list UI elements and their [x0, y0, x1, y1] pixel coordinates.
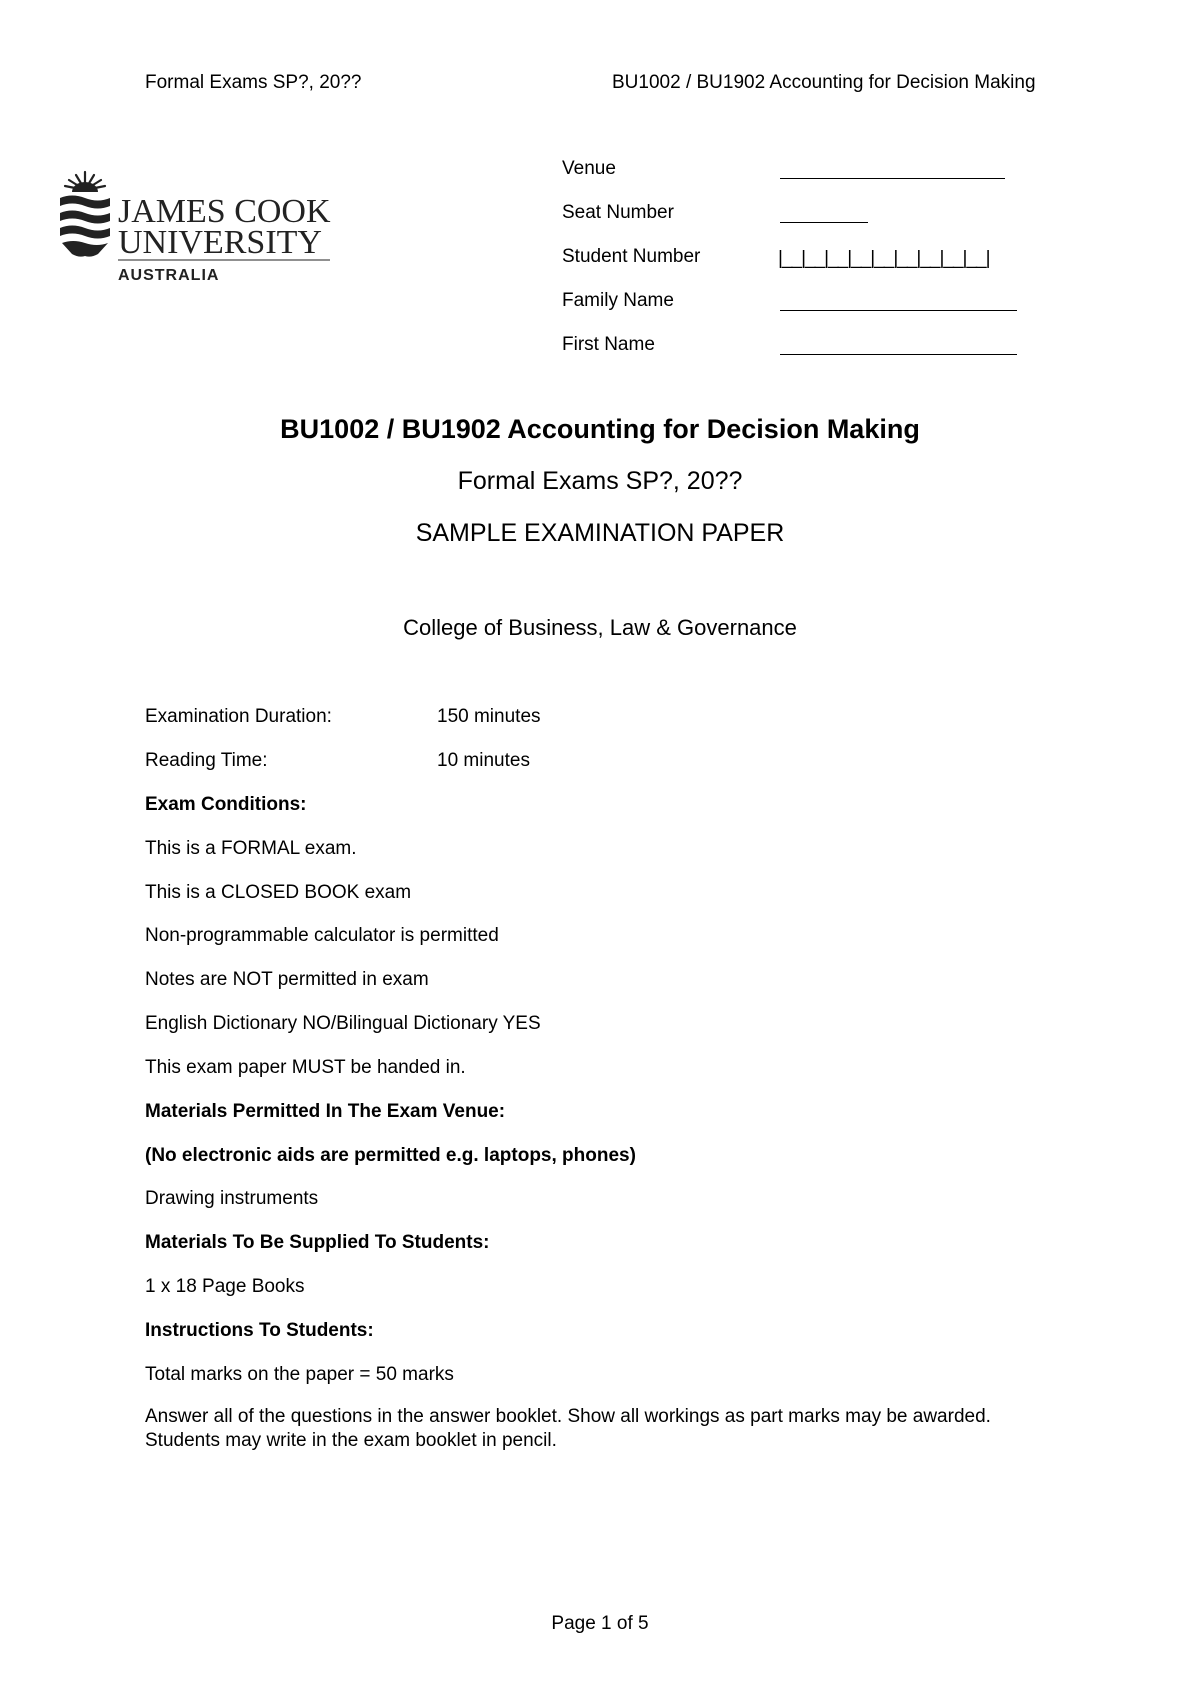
electronic-aids-note: (No electronic aids are permitted e.g. laptops, phones)	[145, 1145, 636, 1166]
college-name: College of Business, Law & Governance	[403, 615, 797, 640]
reading-time-value: 10 minutes	[437, 750, 530, 771]
course-title: BU1002 / BU1902 Accounting for Decision Making	[280, 414, 920, 444]
total-marks: Total marks on the paper = 50 marks	[145, 1364, 454, 1385]
condition-item: This is a CLOSED BOOK exam	[145, 882, 412, 903]
seat-number-label: Seat Number	[562, 202, 674, 223]
reading-time-label: Reading Time:	[145, 750, 268, 771]
instructions-line-2: Students may write in the exam booklet in pencil.	[145, 1430, 557, 1451]
first-name-label: First Name	[562, 334, 655, 355]
condition-item: Notes are NOT permitted in exam	[145, 969, 429, 990]
supplied-item: 1 x 18 Page Books	[145, 1276, 305, 1297]
condition-item: This exam paper MUST be handed in.	[145, 1057, 466, 1078]
exam-conditions-heading: Exam Conditions:	[145, 794, 307, 815]
condition-item: Non-programmable calculator is permitted	[145, 925, 499, 946]
running-header-right: BU1002 / BU1902 Accounting for Decision Making	[612, 72, 1036, 93]
first-name-field[interactable]	[780, 354, 1017, 355]
logo-line2: UNIVERSITY	[118, 224, 322, 261]
duration-value: 150 minutes	[437, 706, 541, 727]
duration-label: Examination Duration:	[145, 706, 332, 727]
materials-permitted-heading: Materials Permitted In The Exam Venue:	[145, 1101, 506, 1122]
instructions-heading: Instructions To Students:	[145, 1320, 374, 1341]
paper-type: SAMPLE EXAMINATION PAPER	[415, 519, 785, 547]
seat-number-field[interactable]	[780, 222, 868, 223]
running-header-left: Formal Exams SP?, 20??	[145, 72, 362, 93]
student-number-label: Student Number	[562, 246, 701, 267]
logo-line3: AUSTRALIA	[118, 267, 220, 284]
condition-item: English Dictionary NO/Bilingual Dictionary YES	[145, 1013, 541, 1034]
instructions-line-1: Answer all of the questions in the answer booklet. Show all workings as part marks may be awarded.	[145, 1406, 991, 1427]
venue-label: Venue	[562, 158, 616, 179]
permitted-item: Drawing instruments	[145, 1188, 319, 1209]
page-number: Page 1 of 5	[551, 1613, 649, 1634]
family-name-label: Family Name	[562, 290, 674, 311]
logo-line1: JAMES COOK	[118, 193, 331, 230]
condition-item: This is a FORMAL exam.	[145, 838, 357, 859]
instructions-paragraph	[145, 1405, 1075, 1453]
family-name-field[interactable]	[780, 310, 1017, 311]
student-number-boxes[interactable]: |__|__|__|__|__|__|__|__|__|	[778, 248, 990, 269]
jcu-logo-icon	[58, 168, 348, 288]
venue-field[interactable]	[780, 178, 1005, 179]
materials-supplied-heading: Materials To Be Supplied To Students:	[145, 1232, 490, 1253]
university-logo	[58, 168, 348, 288]
exam-session: Formal Exams SP?, 20??	[457, 467, 743, 495]
